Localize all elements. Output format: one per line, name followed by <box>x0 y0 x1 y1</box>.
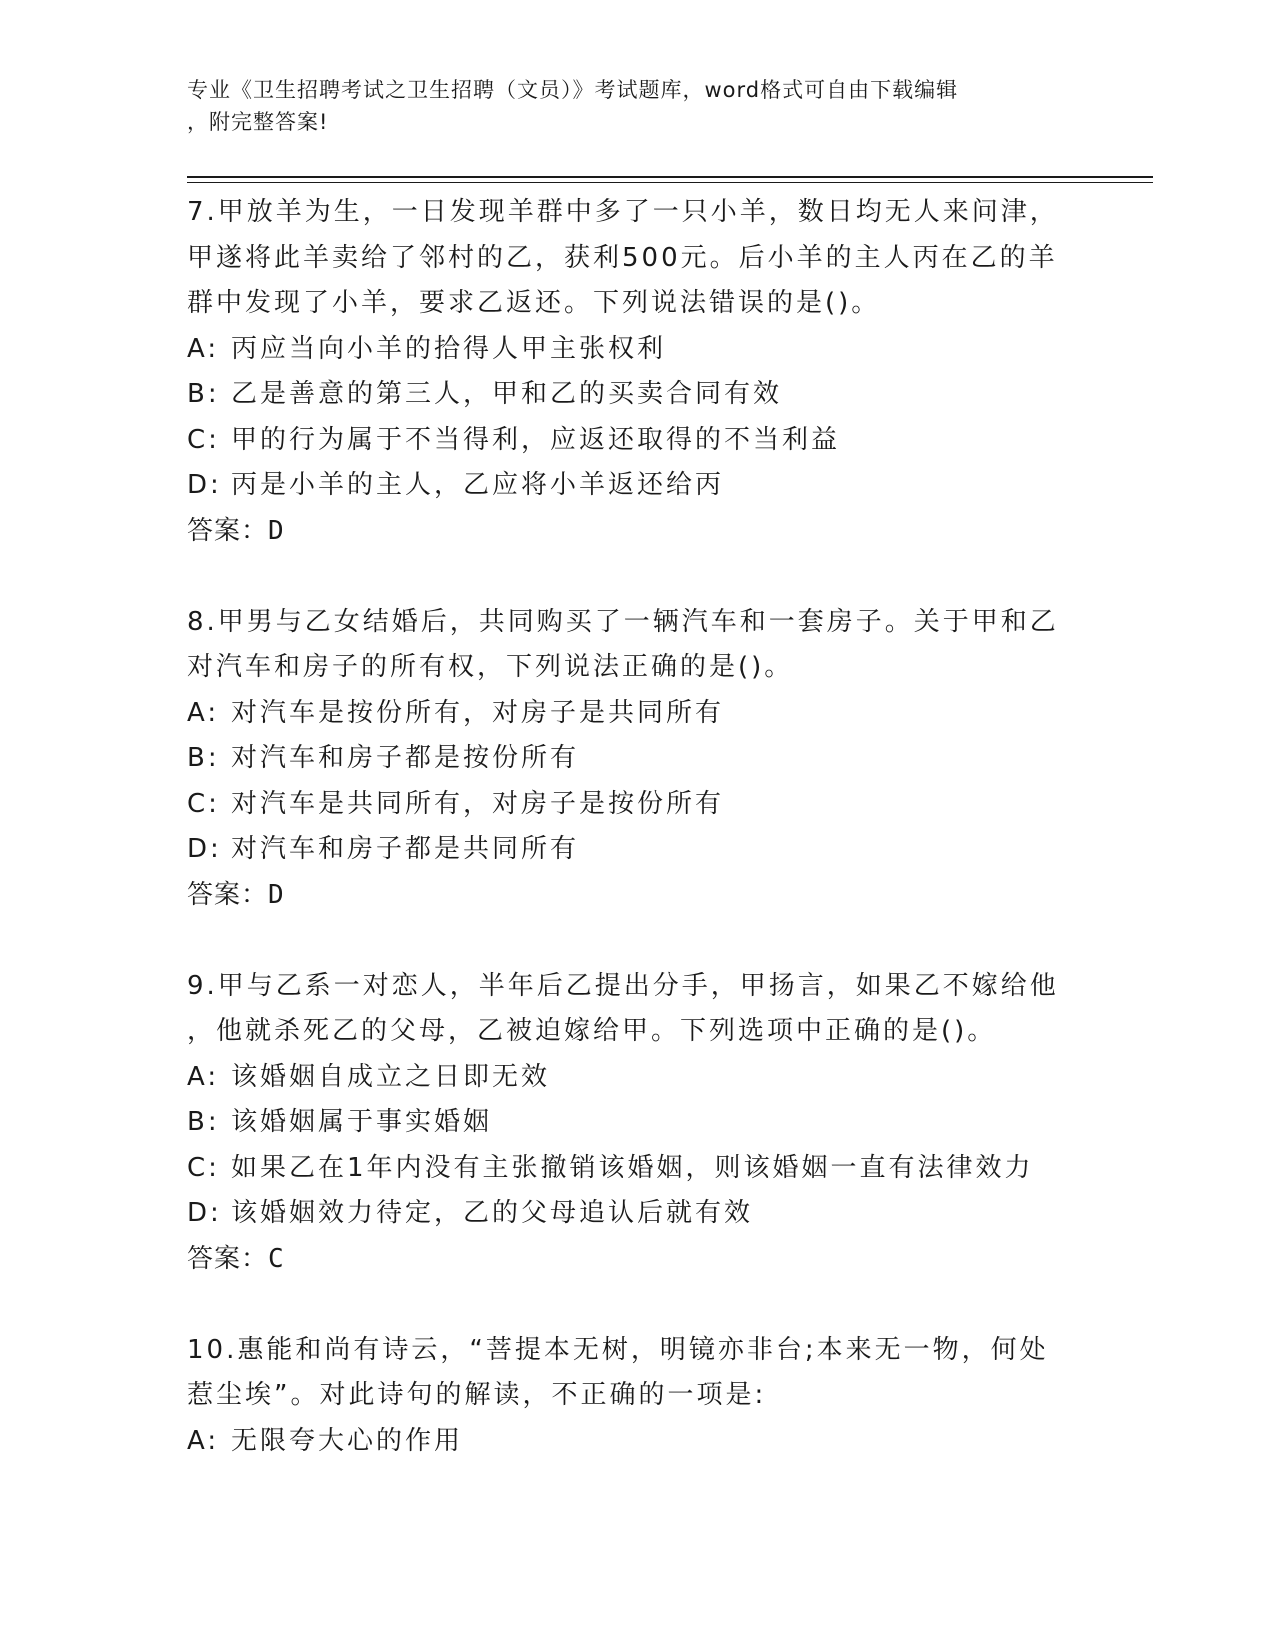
option-text: 如果乙在1年内没有主张撤销该婚姻，则该婚姻一直有法律效力 <box>231 1152 1034 1183</box>
option-c <box>187 782 1067 828</box>
header-divider-thick <box>187 176 1153 178</box>
option-d <box>187 463 1067 509</box>
question-7 <box>187 190 1067 554</box>
option-key: C: <box>187 1152 220 1183</box>
option-key: C: <box>187 424 220 455</box>
question-9 <box>187 964 1067 1283</box>
option-a <box>187 691 1067 737</box>
option-c <box>187 1146 1067 1192</box>
answer-line <box>187 1237 1067 1283</box>
answer-value: C <box>268 1243 285 1274</box>
option-text: 无限夸大心的作用 <box>231 1425 464 1456</box>
option-key: A: <box>187 1425 220 1456</box>
answer-line <box>187 509 1067 555</box>
option-text: 该婚姻属于事实婚姻 <box>231 1107 493 1137</box>
question-text-line: 甲遂将此羊卖给了邻村的乙，获利500元。后小羊的主人丙在乙的羊 <box>187 242 1058 273</box>
option-a <box>187 1419 1067 1465</box>
option-text: 乙是善意的第三人，甲和乙的买卖合同有效 <box>231 379 783 409</box>
option-text: 该婚姻自成立之日即无效 <box>231 1061 551 1092</box>
header-line-2: ，附完整答案! <box>187 110 329 134</box>
question-text-line: 对汽车和房子的所有权，下列说法正确的是()。 <box>187 652 794 682</box>
option-text: 丙是小羊的主人，乙应将小羊返还给丙 <box>231 470 725 500</box>
question-text-line: 惹尘埃”。对此诗句的解读，不正确的一项是: <box>187 1380 767 1410</box>
question-list <box>187 190 1067 1464</box>
question-text-line: 7.甲放羊为生，一日发现羊群中多了一只小羊，数日均无人来问津， <box>187 197 1059 227</box>
option-text: 甲的行为属于不当得利，应返还取得的不当利益 <box>231 424 841 455</box>
question-text-line: 群中发现了小羊，要求乙返还。下列说法错误的是()。 <box>187 288 881 318</box>
answer-value: D <box>268 879 285 910</box>
option-a <box>187 327 1067 373</box>
option-b <box>187 372 1067 418</box>
option-a <box>187 1055 1067 1101</box>
option-key: D: <box>187 470 222 500</box>
option-key: A: <box>187 697 220 728</box>
option-text: 对汽车和房子都是按份所有 <box>231 743 580 773</box>
option-text: 对汽车和房子都是共同所有 <box>231 834 580 864</box>
question-text-line: 8.甲男与乙女结婚后，共同购买了一辆汽车和一套房子。关于甲和乙 <box>187 606 1059 637</box>
header-divider-thin <box>187 182 1153 183</box>
spacer <box>187 1282 1067 1328</box>
option-c <box>187 418 1067 464</box>
question-text-line: ，他就杀死乙的父母，乙被迫嫁给甲。下列选项中正确的是()。 <box>187 1016 997 1046</box>
answer-label: 答案： <box>187 1243 269 1274</box>
option-d <box>187 1191 1067 1237</box>
header-line-1: 专业《卫生招聘考试之卫生招聘（文员）》考试题库，word格式可自由下载编辑 <box>187 78 959 102</box>
option-key: D: <box>187 1198 222 1228</box>
option-key: B: <box>187 1107 220 1137</box>
question-text-line: 9.甲与乙系一对恋人，半年后乙提出分手，甲扬言，如果乙不嫁给他 <box>187 970 1059 1001</box>
option-key: C: <box>187 788 220 819</box>
document-header <box>187 74 1067 138</box>
option-key: A: <box>187 333 220 364</box>
option-text: 该婚姻效力待定，乙的父母追认后就有效 <box>231 1198 754 1228</box>
option-key: A: <box>187 1061 220 1092</box>
answer-label: 答案： <box>187 515 269 546</box>
option-b <box>187 1100 1067 1146</box>
option-key: B: <box>187 379 220 409</box>
question-8 <box>187 600 1067 919</box>
answer-label: 答案： <box>187 879 269 910</box>
question-text-line: 10.惠能和尚有诗云，“菩提本无树，明镜亦非台;本来无一物，何处 <box>187 1334 1049 1365</box>
option-key: D: <box>187 834 222 864</box>
option-d <box>187 827 1067 873</box>
option-text: 丙应当向小羊的拾得人甲主张权利 <box>231 333 667 364</box>
option-key: B: <box>187 743 220 773</box>
spacer <box>187 918 1067 964</box>
option-b <box>187 736 1067 782</box>
answer-line <box>187 873 1067 919</box>
spacer <box>187 554 1067 600</box>
answer-value: D <box>268 515 285 546</box>
question-10 <box>187 1328 1067 1465</box>
option-text: 对汽车是共同所有，对房子是按份所有 <box>231 788 725 819</box>
option-text: 对汽车是按份所有，对房子是共同所有 <box>231 697 725 728</box>
